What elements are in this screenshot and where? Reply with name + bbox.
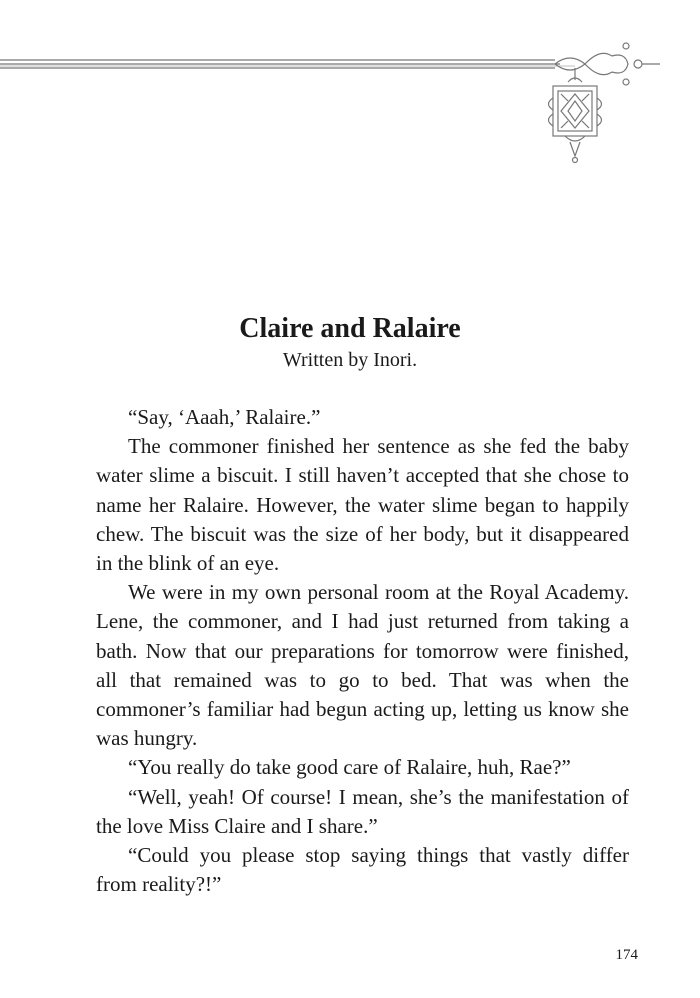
paragraph: We were in my own personal room at the Royal Academy. Lene, the commoner, and I had just returned from taking a bath. Now that our preparations for tomorrow were finished, all that remained was to go to bed. That was when the commoner’s familiar had begun acting up, letting us know she was hungry.	[96, 580, 629, 751]
chapter-title: Claire and Ralaire	[239, 313, 461, 344]
paragraph: The commoner finished her sentence as she fed the baby water slime a biscuit. I still haven’t accepted that she chose to name her Ralaire. However, the water slime began to happily chew. The biscuit was the size of her body, but it disappeared in the blink of an eye.	[96, 434, 629, 576]
paragraph: “Well, yeah! Of course! I mean, she’s the manifestation of the love Miss Claire and I share.”	[96, 784, 629, 838]
page-number: 174	[615, 947, 638, 963]
corner-ornament-icon	[0, 38, 665, 168]
paragraph: “Say, ‘Aaah,’ Ralaire.”	[128, 405, 321, 429]
chapter-author: Written by Inori.	[282, 349, 418, 371]
paragraph: “Could you please stop saying things that vastly differ from reality?!”	[96, 843, 629, 897]
body-text	[96, 403, 629, 899]
paragraph: “You really do take good care of Ralaire, huh, Rae?”	[128, 755, 571, 780]
